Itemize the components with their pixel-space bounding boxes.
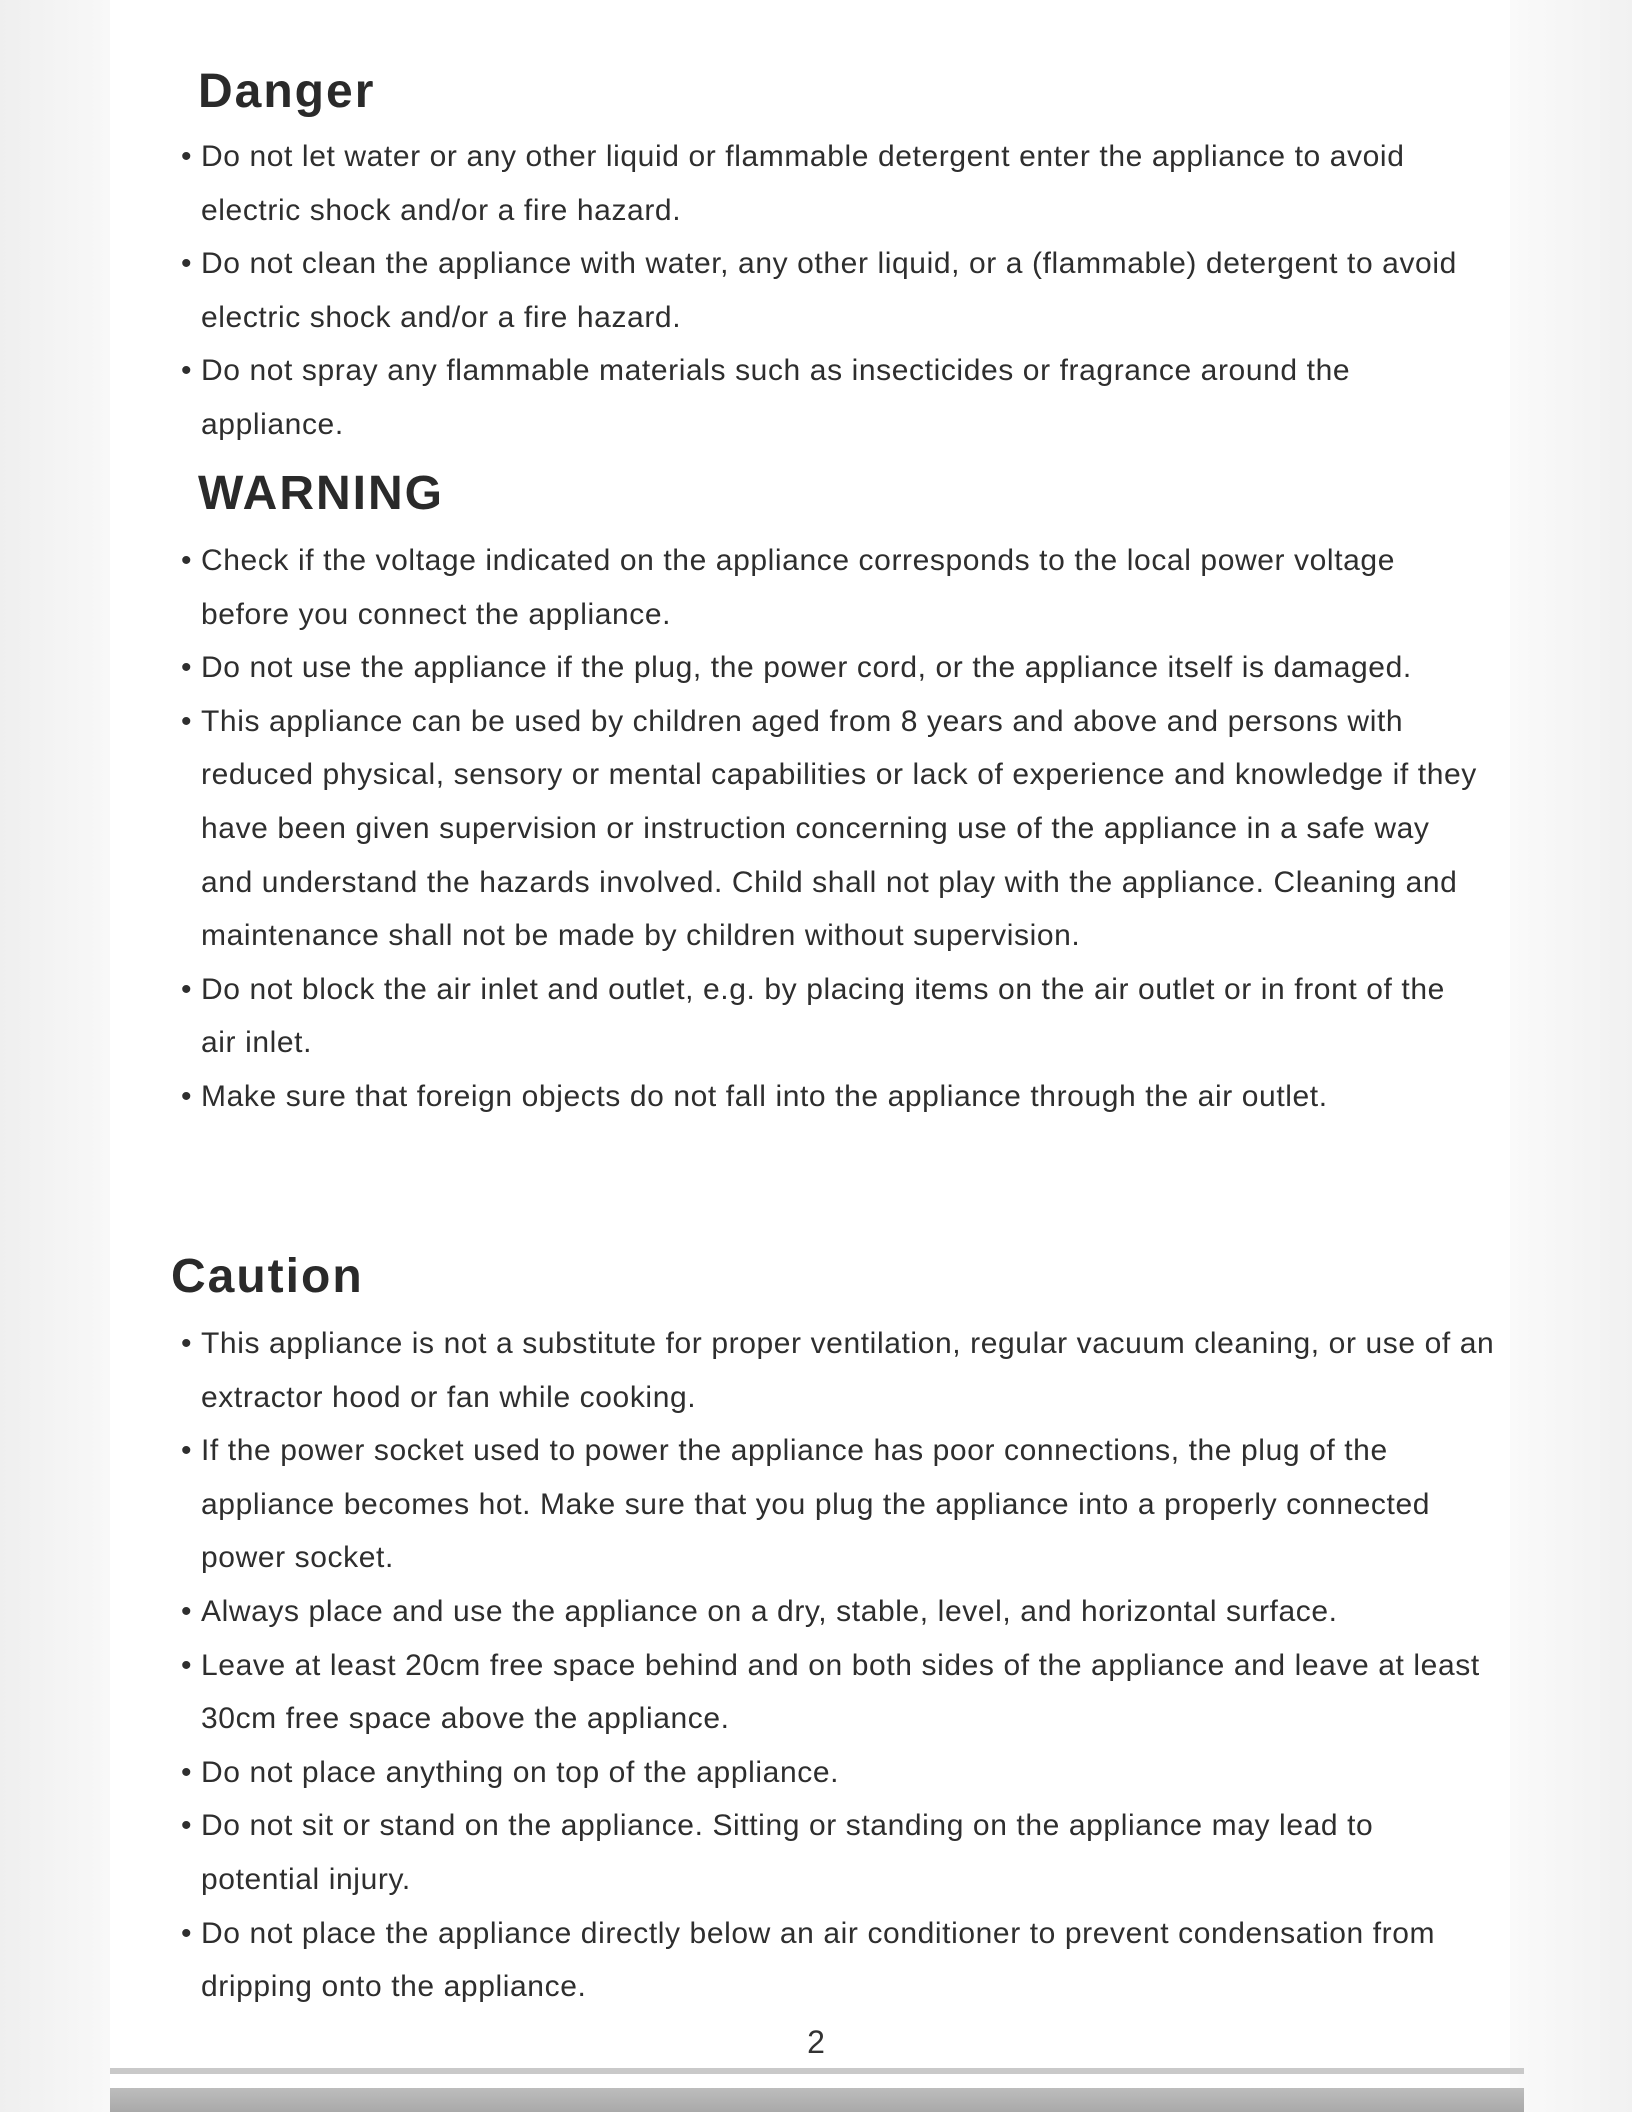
caution-heading: Caution [171, 1250, 364, 1303]
footer-rule [110, 2068, 1524, 2074]
list-item-text: Do not sit or stand on the appliance. Sitting or standing on the appliance may lead to potential injury. [201, 1809, 1374, 1896]
list-item-text: If the power socket used to power the appliance has poor connections, the plug of the appliance becomes hot. Make sure that you plug the appliance into a properly connected power socket. [201, 1434, 1431, 1575]
danger-heading: Danger [198, 65, 376, 118]
list-item: • Do not let water or any other liquid or flammable detergent enter the appliance to avoid electric shock and/or a fire hazard. [178, 130, 1468, 237]
list-item: • Check if the voltage indicated on the appliance corresponds to the local power voltage before you connect the appliance. [178, 534, 1478, 641]
list-item: • Do not place the appliance directly below an air conditioner to prevent condensation from dripping onto the appliance. [178, 1907, 1498, 2014]
caution-list [178, 1317, 1498, 2014]
list-item: • Do not use the appliance if the plug, the power cord, or the appliance itself is damaged. [178, 641, 1478, 695]
list-item-text: Do not place the appliance directly below an air conditioner to prevent condensation from dripping onto the appliance. [201, 1916, 1436, 2004]
footer-band [110, 2088, 1524, 2112]
list-item-text: Leave at least 20cm free space behind and on both sides of the appliance and leave at least 30cm free space above the appliance. [201, 1648, 1480, 1736]
list-item: • Always place and use the appliance on a dry, stable, level, and horizontal surface. [178, 1585, 1498, 1639]
list-item: • Do not place anything on top of the appliance. [178, 1746, 1498, 1800]
list-item: • Leave at least 20cm free space behind and on both sides of the appliance and leave at least 30cm free space above the appliance. [178, 1639, 1498, 1746]
danger-list [178, 130, 1468, 452]
page-number: 2 [807, 2024, 825, 2060]
list-item-text: Make sure that foreign objects do not fall into the appliance through the air outlet. [201, 1079, 1328, 1113]
list-item-text: Always place and use the appliance on a dry, stable, level, and horizontal surface. [201, 1594, 1338, 1628]
list-item-text: Do not clean the appliance with water, any other liquid, or a (flammable) detergent to avoid electric shock and/or a fire hazard. [201, 247, 1457, 334]
list-item: • This appliance can be used by children aged from 8 years and above and persons with reduced physical, sensory or mental capabilities or lack of experience and knowledge if they have been given supervision or instruction concerning use of the appliance in a safe way and understand the hazards involved. Child shall not play with the appliance. Cleaning and maintenance shall not be made by children without supervision. [178, 695, 1478, 963]
list-item-text: This appliance is not a substitute for proper ventilation, regular vacuum cleaning, or use of an extractor hood or fan while cooking. [201, 1327, 1495, 1414]
list-item: • Do not sit or stand on the appliance. Sitting or standing on the appliance may lead to potential injury. [178, 1799, 1498, 1906]
list-item: • Do not clean the appliance with water, any other liquid, or a (flammable) detergent to avoid electric shock and/or a fire hazard. [178, 237, 1468, 344]
list-item-text: Do not block the air inlet and outlet, e.g. by placing items on the air outlet or in front of the air inlet. [201, 972, 1445, 1060]
list-item-text: Check if the voltage indicated on the appliance corresponds to the local power voltage before you connect the appliance. [201, 544, 1395, 631]
list-item-text: This appliance can be used by children aged from 8 years and above and persons with reduced physical, sensory or mental capabilities or lack of experience and knowledge if they have been given supervision or instruction concerning use of the appliance in a safe way and understand the hazards involved. Child shall not play with the appliance. Cleaning and maintenance shall not be made by children without supervision. [201, 704, 1477, 953]
list-item-text: Do not let water or any other liquid or flammable detergent enter the appliance to avoid electric shock and/or a fire hazard. [201, 140, 1405, 227]
list-item-text: Do not place anything on top of the appliance. [201, 1755, 840, 1789]
list-item-text: Do not spray any flammable materials such as insecticides or fragrance around the appliance. [201, 354, 1351, 441]
list-item: • If the power socket used to power the appliance has poor connections, the plug of the appliance becomes hot. Make sure that you plug the appliance into a properly connected power socket. [178, 1424, 1498, 1585]
warning-list [178, 534, 1478, 1124]
list-item: • Make sure that foreign objects do not fall into the appliance through the air outlet. [178, 1070, 1478, 1124]
list-item: • Do not block the air inlet and outlet, e.g. by placing items on the air outlet or in front of the air inlet. [178, 963, 1478, 1070]
list-item: • This appliance is not a substitute for proper ventilation, regular vacuum cleaning, or use of an extractor hood or fan while cooking. [178, 1317, 1498, 1424]
scan-edge-right [1510, 0, 1632, 2112]
warning-heading: WARNING [198, 467, 444, 520]
list-item-text: Do not use the appliance if the plug, the power cord, or the appliance itself is damaged. [201, 651, 1412, 685]
list-item: • Do not spray any flammable materials such as insecticides or fragrance around the appliance. [178, 344, 1468, 451]
scan-edge-left [0, 0, 110, 2112]
